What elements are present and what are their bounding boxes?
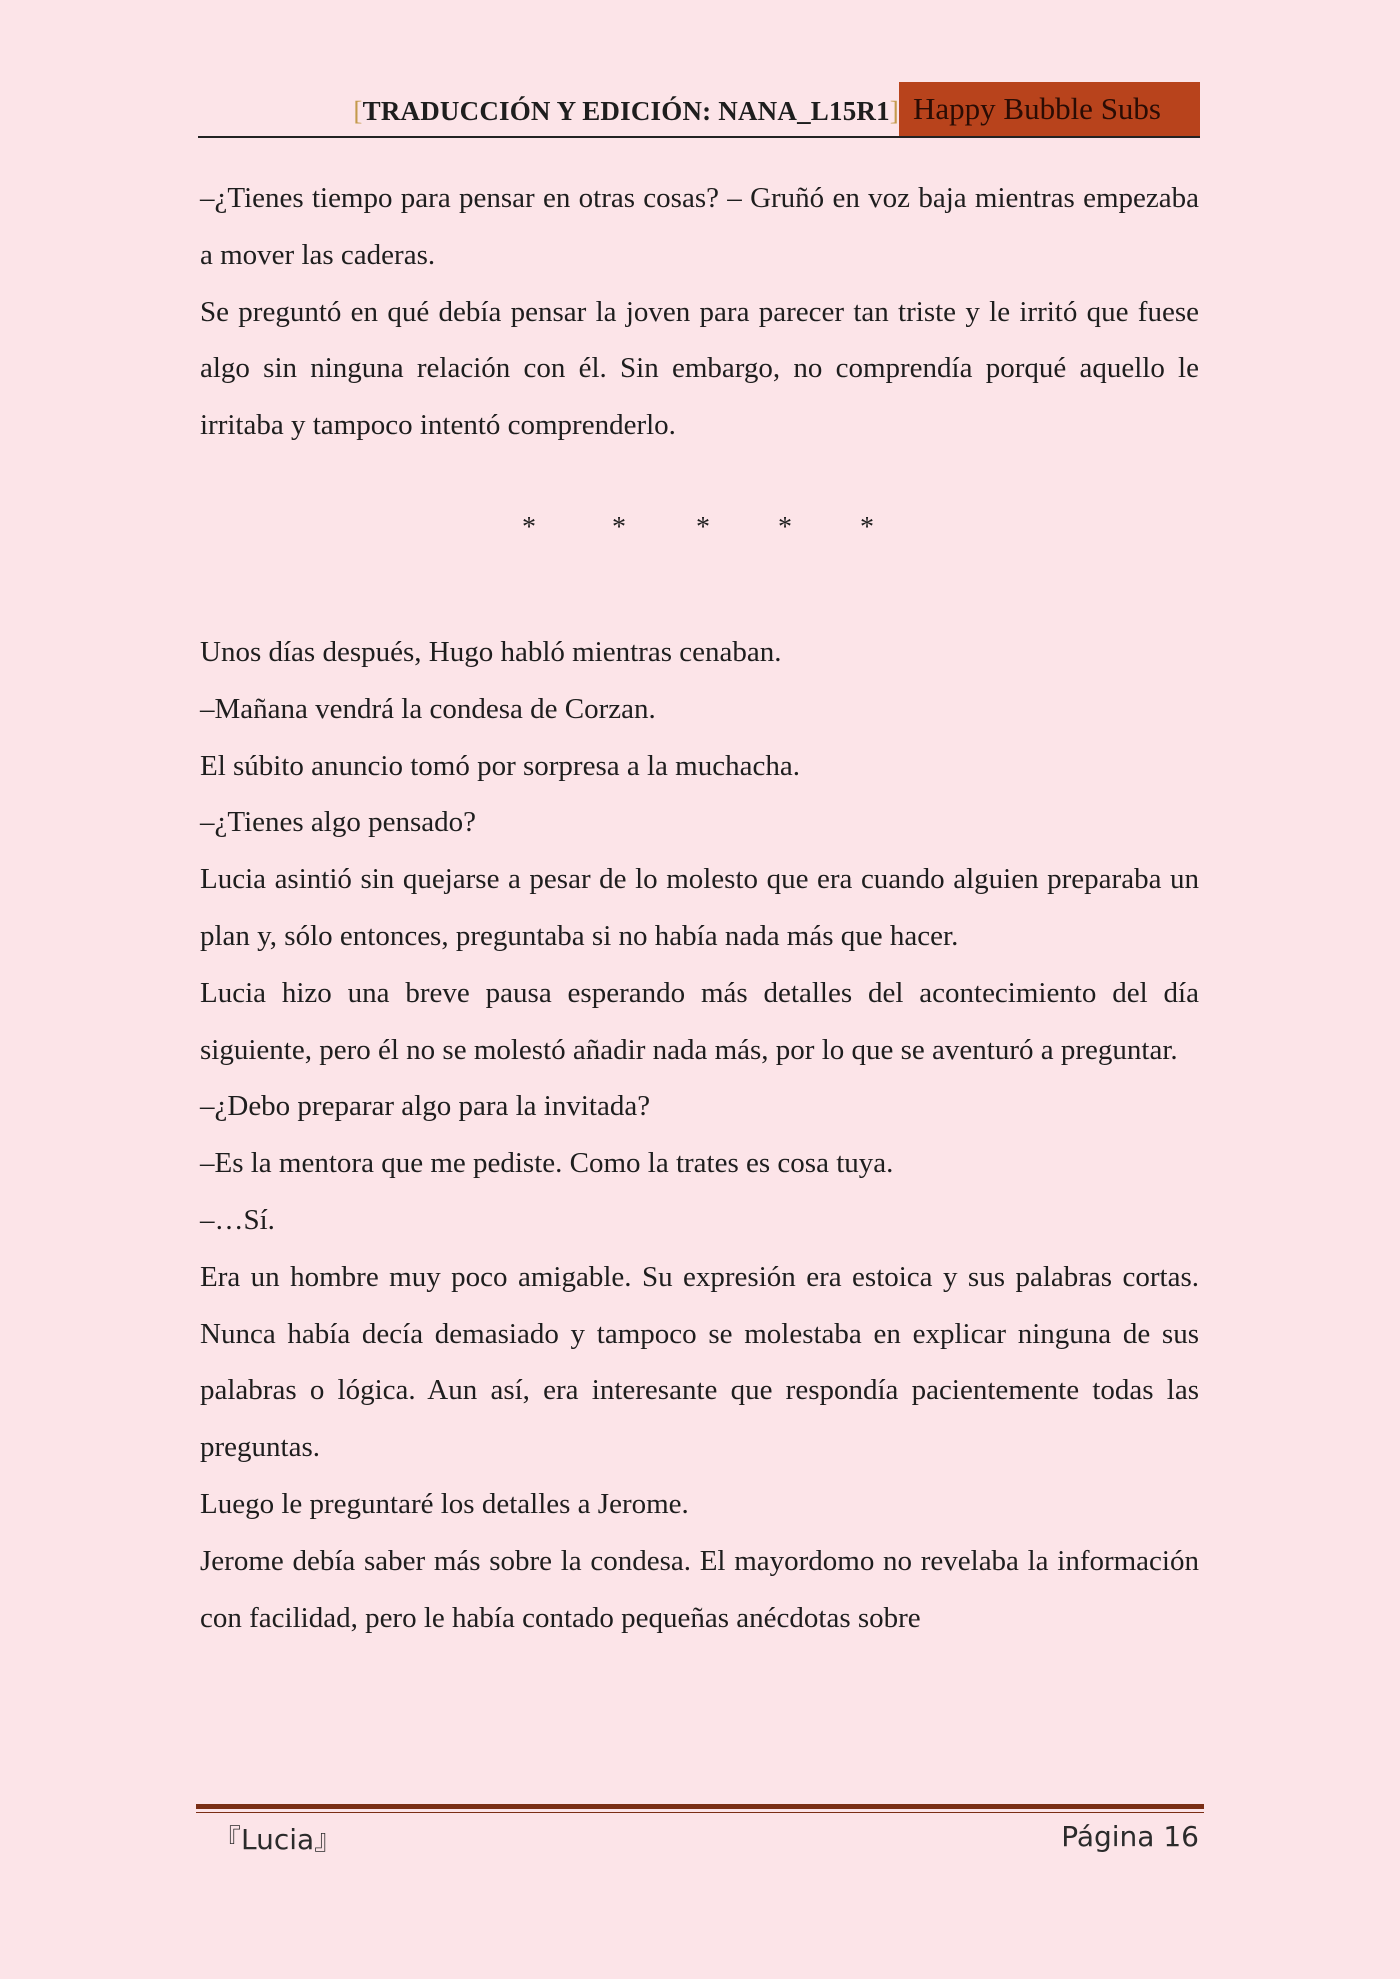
translation-credit bbox=[353, 96, 899, 127]
paragraph: Unos días después, Hugo habló mientras cenaban. bbox=[200, 636, 782, 668]
bracket-close: ] bbox=[889, 96, 899, 126]
paragraph: Lucia asintió sin quejarse a pesar de lo molesto que era cuando alguien preparaba un plan y, sólo entonces, preguntaba si no había nada más que hacer. bbox=[200, 863, 1199, 952]
group-name-badge: Happy Bubble Subs bbox=[899, 82, 1200, 136]
footer-rule-thin bbox=[196, 1812, 1204, 1813]
paragraph: –…Sí. bbox=[200, 1203, 275, 1236]
body-text-bottom bbox=[200, 624, 1199, 1646]
paragraph: –¿Debo preparar algo para la invitada? bbox=[200, 1090, 651, 1123]
bracket-open: [ bbox=[353, 96, 363, 126]
body-text-top bbox=[200, 170, 1199, 454]
separator-star: * bbox=[860, 512, 874, 543]
separator-star: * bbox=[696, 512, 710, 543]
separator-star: * bbox=[778, 512, 792, 543]
scene-separator bbox=[0, 512, 1400, 552]
credit-text: TRADUCCIÓN Y EDICIÓN: NANA_L15R1 bbox=[362, 96, 890, 126]
page-number: Página 16 bbox=[1061, 1820, 1199, 1853]
paragraph: Lucia hizo una breve pausa esperando más detalles del acontecimiento del día siguiente, pero él no se molestó añadir nada más, por lo que se aventuró a preguntar. bbox=[200, 976, 1199, 1066]
paragraph: El súbito anuncio tomó por sorpresa a la muchacha. bbox=[200, 749, 800, 782]
paragraph: Jerome debía saber más sobre la condesa. El mayordomo no revelaba la información con facilidad, pero le había contado pequeñas anécdotas sobre bbox=[200, 1544, 1199, 1634]
footer-rule bbox=[196, 1804, 1204, 1809]
paragraph: –Es la mentora que me pediste. Como la trates es cosa tuya. bbox=[200, 1147, 894, 1180]
paragraph: –Mañana vendrá la condesa de Corzan. bbox=[200, 692, 656, 725]
book-title: 『Lucia』 bbox=[213, 1823, 343, 1856]
separator-star: * bbox=[522, 512, 536, 543]
paragraph: –¿Tienes algo pensado? bbox=[200, 806, 476, 839]
paragraph: Era un hombre muy poco amigable. Su expresión era estoica y sus palabras cortas. Nunca había decía demasiado y tampoco se molestaba en explicar ninguna de sus palabras o lógica. Aun así, era interesante que respondía pacientemente todas las preguntas. bbox=[200, 1260, 1199, 1464]
paragraph: Luego le preguntaré los detalles a Jerome. bbox=[200, 1487, 689, 1520]
paragraph: –¿Tienes tiempo para pensar en otras cosas? – Gruñó en voz baja mientras empezaba a mover las caderas. bbox=[200, 182, 1199, 271]
paragraph: Se preguntó en qué debía pensar la joven para parecer tan triste y le irritó que fuese algo sin ninguna relación con él. Sin embargo, no comprendía porqué aquello le irritaba y tampoco intentó comprenderlo. bbox=[200, 295, 1199, 442]
separator-star: * bbox=[612, 512, 626, 543]
page-header bbox=[198, 82, 1200, 138]
